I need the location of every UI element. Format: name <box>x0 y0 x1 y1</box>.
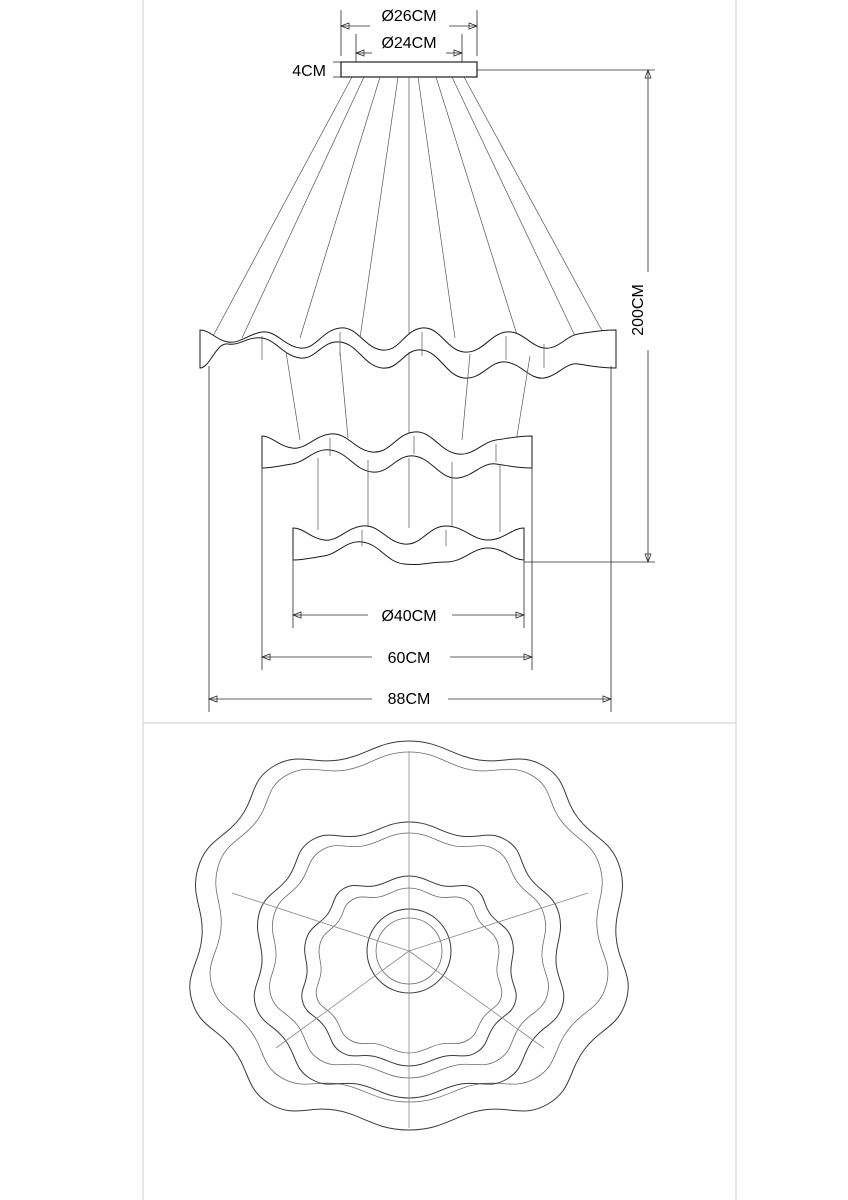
dim-overall-drop <box>477 70 655 562</box>
dim-label-canopy-outer: Ø26CM <box>381 8 437 25</box>
ceiling-canopy <box>333 62 477 77</box>
dim-label-canopy-height: 4CM <box>292 63 326 80</box>
dim-label-inner-ring: Ø40CM <box>381 608 437 625</box>
dim-middle-ring <box>262 466 532 670</box>
ring-outer-elevation <box>200 328 616 378</box>
elevation-view <box>200 10 655 712</box>
plan-view <box>190 741 628 1130</box>
ring-middle-elevation <box>262 432 532 478</box>
dim-label-middle-ring: 60CM <box>387 650 431 667</box>
plan-spokes <box>232 751 588 1128</box>
dim-label-outer-ring: 88CM <box>387 691 431 708</box>
dim-label-overall-drop: 200CM <box>630 284 647 336</box>
ring-inner-elevation <box>293 526 524 565</box>
cables-outer-to-middle <box>286 352 530 442</box>
suspension-cables <box>212 77 606 338</box>
dim-label-canopy-inner: Ø24CM <box>381 35 437 52</box>
sheet-frame <box>143 0 736 1200</box>
